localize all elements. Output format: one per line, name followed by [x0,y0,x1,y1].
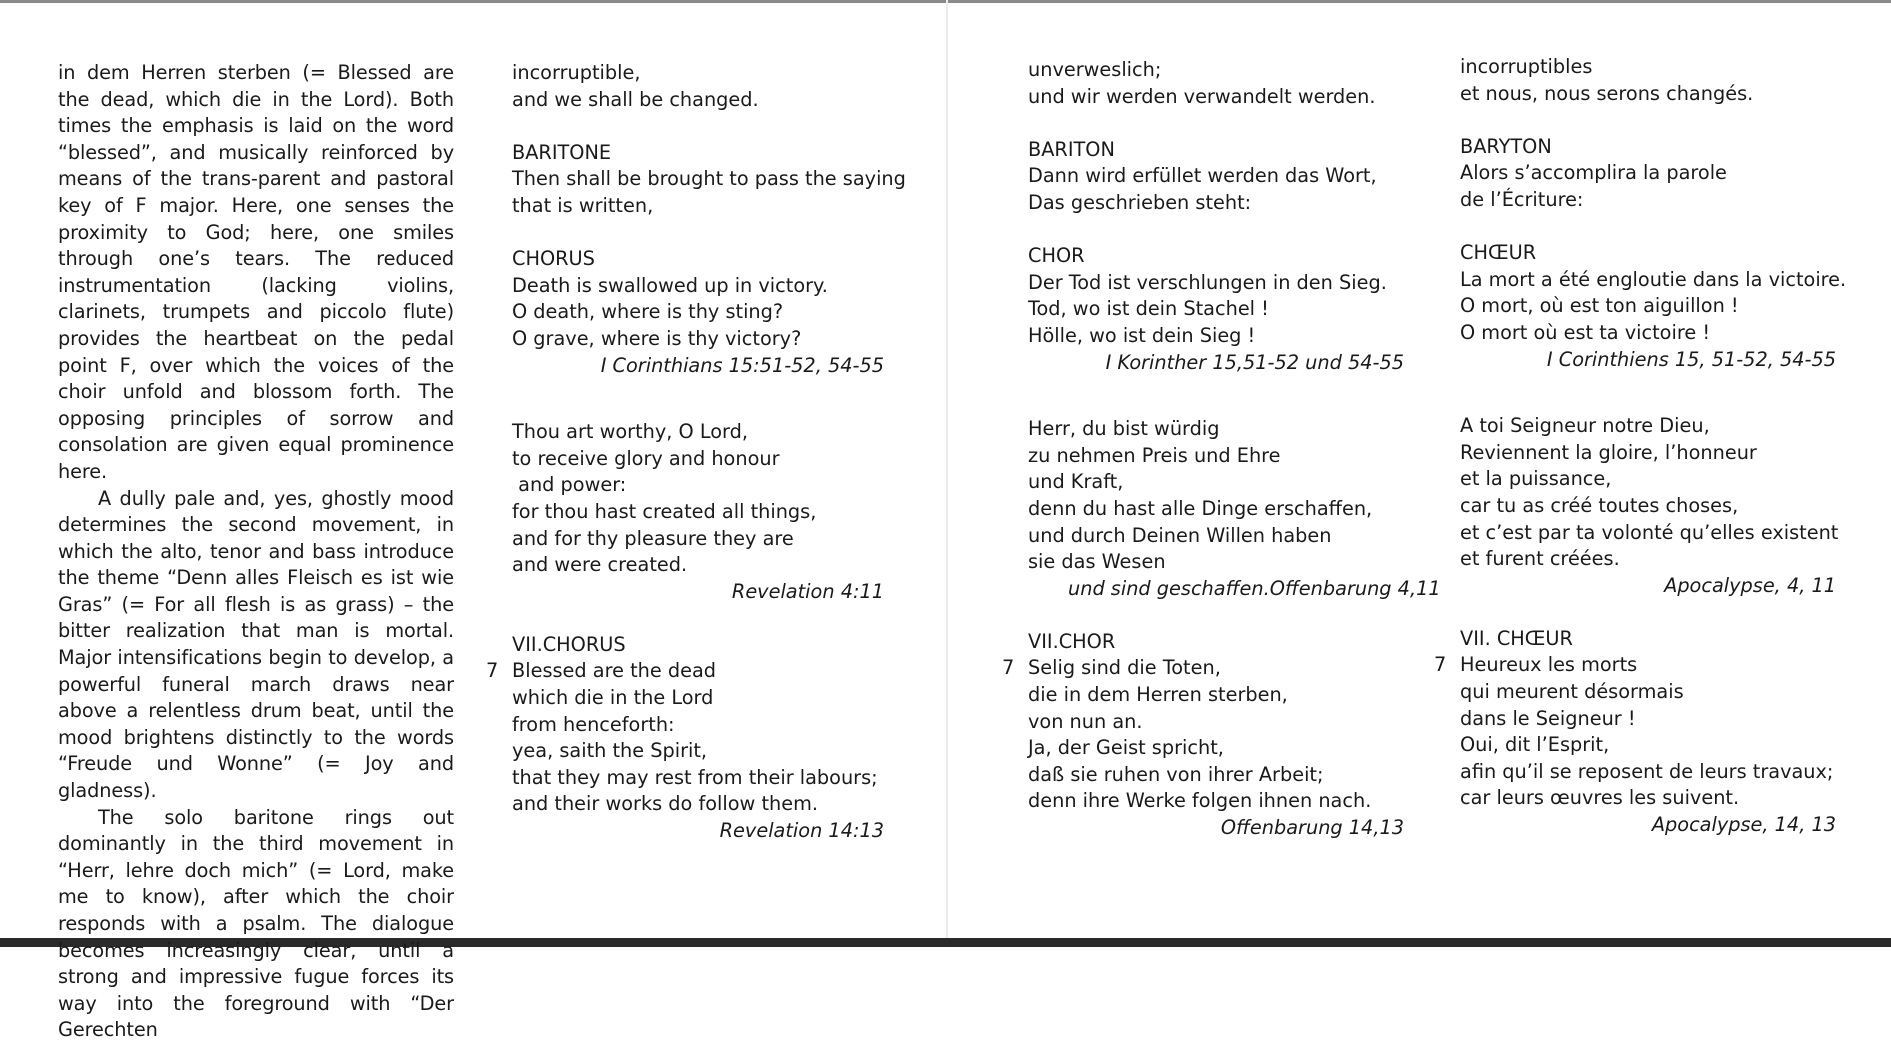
essay-paragraph-1: in dem Herren sterben (= Blessed are the dead, which die in the Lord). Both times the emphasis is laid on the word “blessed”, and musically reinforced by means of the trans-parent and pastoral key of F major. Here, one senses the proximity to God; here, one smiles through one’s tears. The reduced instrumentation (lacking violins, clarinets, trumpets and piccolo flute) provides the heartbeat on the pedal point F, over which the voices of the choir unfold and blossom forth. The opposing principles of sorrow and consolation are given equal prominence here. [58,61,454,483]
french-baritone-line: de l’Écriture: [1460,187,1584,211]
english-vii-line: which die in the Lord [512,686,714,710]
french-vii-line: car leurs œuvres les suivent. [1460,786,1740,810]
english-worthy-line: and were created. [512,553,688,577]
essay-column [58,60,454,1044]
german-vii-line: von nun an. [1028,709,1143,733]
german-vii-line: denn ihre Werke folgen ihnen nach. [1028,789,1372,813]
english-worthy-reference: Revelation 4:11 [731,579,884,603]
german-chorus-line: Der Tod ist verschlungen in den Sieg. [1028,270,1387,294]
essay-paragraph-3: The solo baritone rings out dominantly in the third movement in “Herr, lehre doch mich” (= Lord, make me to know), after which the choir responds with a psalm. The dialogue becomes increasingly clear, until a strong and impressive fugue forces its way into the foreground with “Der Gerechten [58,805,454,1042]
french-vii-number: 7 [1434,653,1447,677]
german-vii-line: Ja, der Geist spricht, [1028,736,1224,760]
french-vii-heading: VII. CHŒUR [1460,626,1573,650]
french-baritone-line: Alors s’accomplira la parole [1460,161,1727,185]
english-worthy-line: to receive glory and honour [512,446,780,470]
english-vii-heading: VII.CHORUS [512,632,626,656]
german-vii-line: Selig sind die Toten, [1028,656,1221,680]
english-chorus-heading: CHORUS [512,247,595,271]
french-worthy-reference: Apocalypse, 4, 11 [1664,573,1836,597]
german-intro-line: und wir werden verwandelt werden. [1028,84,1376,108]
french-baritone-heading: BARYTON [1460,134,1552,158]
english-intro-line: and we shall be changed. [512,87,759,111]
german-worthy-line: zu nehmen Preis und Ehre [1028,443,1281,467]
german-vii-number: 7 [1002,656,1015,680]
french-chorus-heading: CHŒUR [1460,241,1537,265]
german-vii-reference: Offenbarung 14,13 [1220,816,1404,840]
french-vii-line: Oui, dit l’Esprit, [1460,733,1610,757]
english-vii-line: Blessed are the dead [512,659,717,683]
german-vii-heading: VII.CHOR [1028,629,1116,653]
english-worthy-line: for thou hast created all things, [512,499,817,523]
english-baritone-line: that is written, [512,193,654,217]
german-worthy-line: sie das Wesen [1028,550,1166,574]
french-intro-line: incorruptibles [1460,55,1593,78]
french-worthy-line: et la puissance, [1460,467,1612,491]
french-intro-line: et nous, nous serons changés. [1460,81,1754,105]
german-baritone-line: Dann wird erfüllet werden das Wort, [1028,164,1377,188]
english-lyrics-column [486,60,912,845]
german-worthy-line: und Kraft, [1028,470,1124,494]
french-vii-reference: Apocalypse, 14, 13 [1651,813,1836,837]
german-chorus-heading: CHOR [1028,244,1085,268]
page-fold [946,0,948,947]
german-chorus-line: Hölle, wo ist dein Sieg ! [1028,323,1256,347]
german-baritone-heading: BARITON [1028,137,1115,161]
german-chorus-line: Tod, wo ist dein Stachel ! [1028,297,1269,321]
english-vii-line: yea, saith the Spirit, [512,739,708,763]
french-worthy-line: car tu as créé toutes choses, [1460,493,1739,517]
french-chorus-line: O mort où est ta victoire ! [1460,320,1711,344]
german-baritone-line: Das geschrieben steht: [1028,190,1252,214]
french-worthy-line: Reviennent la gloire, l’honneur [1460,440,1757,464]
english-chorus-line: O grave, where is thy victory? [512,326,802,350]
german-vii-line: daß sie ruhen von ihrer Arbeit; [1028,762,1324,786]
german-worthy-line: und durch Deinen Willen haben [1028,523,1332,547]
english-worthy-line: Thou art worthy, O Lord, [512,420,748,444]
english-chorus-line: O death, where is thy sting? [512,300,784,324]
english-baritone-heading: BARITONE [512,140,612,164]
english-vii-line: that they may rest from their labours; [512,765,878,789]
french-worthy-line: A toi Seigneur notre Dieu, [1460,414,1710,438]
english-chorus-line: Death is swallowed up in victory. [512,273,828,297]
french-vii-line: dans le Seigneur ! [1460,706,1636,730]
german-vii-line: die in dem Herren sterben, [1028,683,1288,707]
french-vii-line: Heureux les morts [1460,653,1638,677]
essay-paragraph-2: A dully pale and, yes, ghostly mood determines the second movement, in which the alto, tenor and bass introduce the theme “Denn alles Fleisch es ist wie Gras” (= For all flesh is as grass) – the bitter realization that man is mortal. Major intensifications begin to develop, a powerful funeral march draws near above a relentless drum beat, until the mood brightens distinctly to the words “Freude und Wonne” (= Joy and gladness). [58,486,454,803]
german-worthy-line: denn du hast alle Dinge erschaffen, [1028,496,1373,520]
english-vii-line: and their works do follow them. [512,792,819,816]
english-baritone-line: Then shall be brought to pass the saying [512,167,906,191]
english-vii-number: 7 [486,659,499,683]
french-vii-line: qui meurent désormais [1460,680,1684,704]
english-worthy-line: and power: [512,473,627,497]
german-worthy-line: Herr, du bist würdig [1028,417,1220,441]
french-worthy-line: et furent créées. [1460,547,1620,571]
english-worthy-line: and for thy pleasure they are [512,526,794,550]
french-vii-line: afin qu’il se reposent de leurs travaux; [1460,759,1834,783]
english-vii-reference: Revelation 14:13 [719,819,884,843]
english-vii-line: from henceforth: [512,712,675,736]
french-worthy-line: et c’est par ta volonté qu’elles existent [1460,520,1839,544]
french-chorus-line: O mort, où est ton aiguillon ! [1460,294,1739,318]
german-intro-line: unverweslich; [1028,58,1162,81]
french-chorus-reference: I Corinthiens 15, 51-52, 54-55 [1546,347,1836,371]
german-lyrics-column [1002,57,1441,842]
german-chorus-reference: I Korinther 15,51-52 und 54-55 [1105,350,1404,374]
english-chorus-reference: I Corinthians 15:51-52, 54-55 [600,353,884,377]
english-intro-line: incorruptible, [512,61,641,84]
french-chorus-line: La mort a été engloutie dans la victoire. [1460,267,1847,291]
french-lyrics-column [1434,54,1860,839]
german-worthy-last-line: und sind geschaffen.Offenbarung 4,11 [1068,576,1441,600]
